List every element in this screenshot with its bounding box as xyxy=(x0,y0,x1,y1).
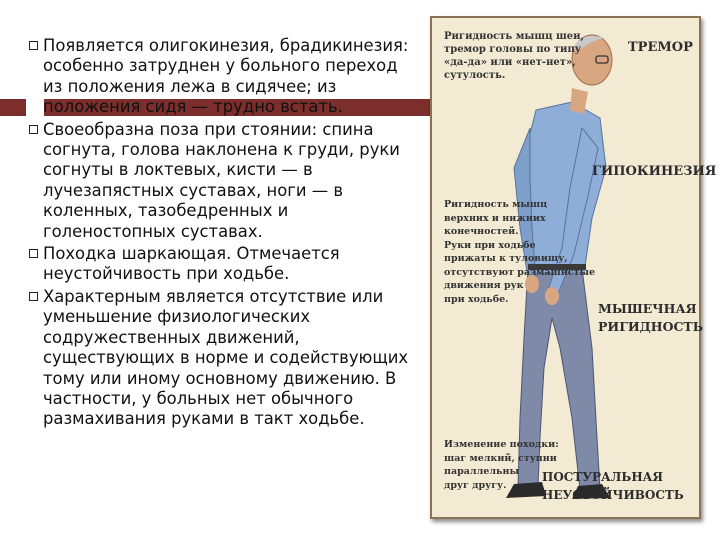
bullet-text: Своеобразна поза при стоянии: спина согнута, голова наклонена к груди, руки согнуты в локтевых, кисти — в лучезапястных суставах, ноги — в коленных, тазобедренных и голеностопных суставах. xyxy=(43,119,400,241)
postural-instability-heading: ПОСТУРАЛЬНАЯ НЕУСТОЙЧИВОСТЬ xyxy=(542,470,684,502)
bullet-text: Характерным является отсутствие или уменьшение физиологических содружественных движений, существующих в норме и содействующих тому или иному основному движению. В частности, у больных нет обычного размахивания руками в такт ходьбе. xyxy=(43,286,409,429)
bullet-list xyxy=(28,36,418,432)
bullet-item xyxy=(28,36,418,118)
bullet-item xyxy=(28,287,418,430)
hypokinesia-heading: ГИПОКИНЕЗИЯ xyxy=(592,164,717,179)
checkbox-bullet-icon xyxy=(29,249,38,258)
bullet-text: Походка шаркающая. Отмечается неустойчивость при ходьбе. xyxy=(43,244,340,284)
gait-description: Изменение походки: шаг мелкий, ступни параллельны друг другу. xyxy=(444,439,559,491)
checkbox-bullet-icon xyxy=(29,41,38,50)
rigidity-description: Ригидность мышц верхних и нижних конечностей. Руки при ходьбе прижаты к туловищу, отсутствуют размашистые движения рук при ходьбе. xyxy=(444,199,596,305)
checkbox-bullet-icon xyxy=(29,125,38,134)
tremor-description: Ригидность мышц шеи, тремор головы по типу «да-да» или «нет-нет», сутулость. xyxy=(444,31,585,81)
bullet-text: Появляется олигокинезия, брадикинезия: особенно затруднен у больного переход из положения лежа в сидячее; из положения сидя — трудно встать. xyxy=(43,36,409,117)
bullet-item xyxy=(28,244,418,285)
bullet-item xyxy=(28,120,418,242)
muscle-rigidity-heading: МЫШЕЧНАЯ РИГИДНОСТЬ xyxy=(598,301,704,334)
parkinson-poster xyxy=(430,16,717,519)
tremor-heading: ТРЕМОР xyxy=(628,40,693,55)
checkbox-bullet-icon xyxy=(29,292,38,301)
